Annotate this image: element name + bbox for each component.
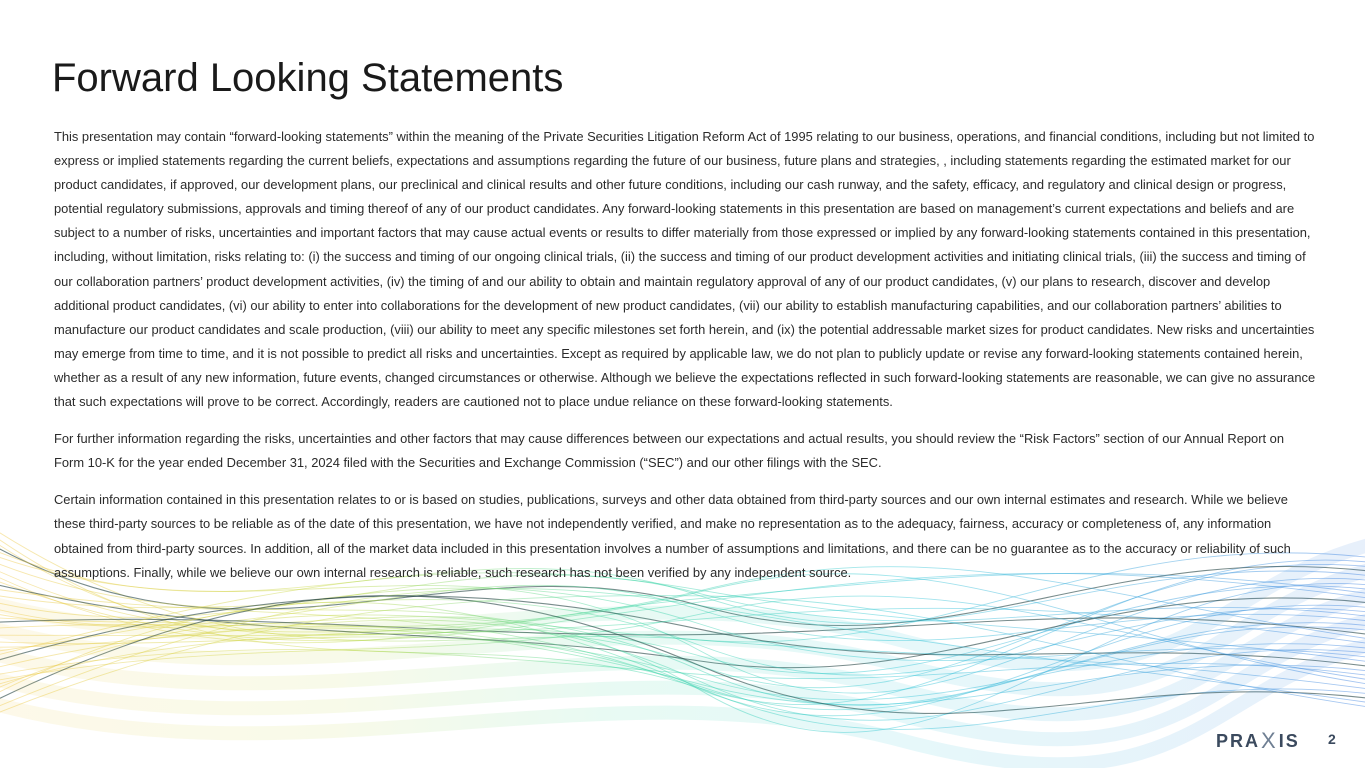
praxis-logo [1216, 728, 1300, 754]
logo-text-left: PRA [1216, 730, 1261, 751]
paragraph-forward-looking: This presentation may contain “forward-looking statements” within the meaning of the Private Securities Litigation Reform Act of 1995 relating to our business, operations, and financial conditions, including but not limited to express or implied statements regarding the current beliefs, expectations and assumptions regarding the future of our business, future plans and strategies, , including statements regarding the estimated market for our product candidates, if approved, our development plans, our preclinical and clinical results and other future conditions, including our cash runway, and the safety, efficacy, and regulatory and clinical design or progress, potential regulatory submissions, approvals and timing thereof of any of our product candidates. Any forward-looking statements in this presentation are based on management’s current expectations and beliefs and are subject to a number of risks, uncertainties and important factors that may cause actual events or results to differ materially from those expressed or implied by any forward-looking statements contained in this presentation, including, without limitation, risks relating to: (i) the success and timing of our ongoing clinical trials, (ii) the success and timing of our product development activities and initiating clinical trials, (iii) the success and timing of our collaboration partners’ product development activities, (iv) the timing of and our ability to obtain and maintain regulatory approval of any of our product candidates, (v) our plans to research, discover and develop additional product candidates, (vi) our ability to enter into collaborations for the development of new product candidates, (vii) our ability to establish manufacturing capabilities, and our collaboration partners’ abilities to manufacture our product candidates and scale production, (viii) our ability to meet any specific milestones set forth herein, and (ix) the potential addressable market sizes for product candidates. New risks and uncertainties may emerge from time to time, and it is not possible to predict all risks and uncertainties. Except as required by applicable law, we do not plan to publicly update or revise any forward-looking statements contained herein, whether as a result of any new information, future events, changed circumstances or otherwise. Although we believe the expectations reflected in such forward-looking statements are reasonable, we can give no assurance that such expectations will prove to be correct. Accordingly, readers are cautioned not to place undue reliance on these forward-looking statements. [54, 129, 1316, 410]
page-number: 2 [1328, 731, 1336, 747]
logo-x-mark: X [1261, 728, 1278, 753]
paragraph-risk-factors: For further information regarding the risks, uncertainties and other factors that may cause differences between our expectations and actual results, you should review the “Risk Factors” section of our Annual Report on Form 10-K for the year ended December 31, 2024 filed with the Securities and Exchange Commission (“SEC”) and our other filings with the SEC. [54, 431, 1285, 471]
page-title: Forward Looking Statements [52, 56, 564, 100]
paragraph-third-party-data: Certain information contained in this presentation relates to or is based on studies, publications, surveys and other data obtained from third-party sources and our own internal estimates and research. While we believe these third-party sources to be reliable as of the date of this presentation, we have not independently verified, and make no representation as to the adequacy, fairness, accuracy or completeness of, any information obtained from third-party sources. In addition, all of the market data included in this presentation involves a number of assumptions and limitations, and there can be no guarantee as to the accuracy or reliability of such assumptions. Finally, while we believe our own internal research is reliable, such research has not been verified by any independent source. [54, 492, 1291, 580]
disclaimer-body [54, 125, 1316, 598]
logo-text-right: IS [1278, 730, 1300, 751]
